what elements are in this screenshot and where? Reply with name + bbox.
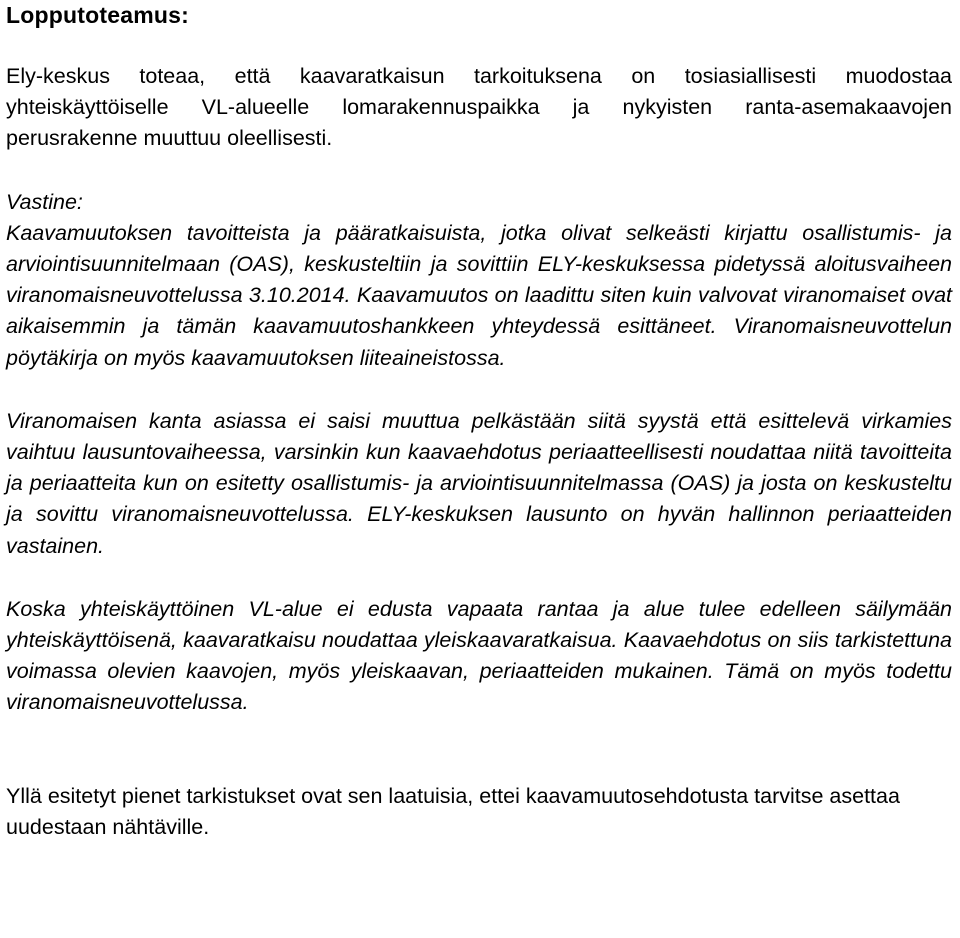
closing-paragraph: Yllä esitetyt pienet tarkistukset ovat sen laatuisia, ettei kaavamuutosehdotusta tarvitse asettaa uudestaan nähtäville. [6,783,900,839]
section-heading: Lopputoteamus: [6,2,189,28]
statement-paragraph: Ely-keskus toteaa, että kaavaratkaisun tarkoituksena on tosiasiallisesti muodostaa yhteiskäyttöiselle VL-alueelle lomarakennuspaikka ja nykyisten ranta-asemakaavojen perusrakenne muuttuu oleellisesti. [6,64,952,151]
response-paragraph-3: Koska yhteiskäyttöinen VL-alue ei edusta vapaata rantaa ja alue tulee edelleen säilymään yhteiskäyttöisenä, kaavaratkaisu noudattaa yleiskaavaratkaisua. Kaavaehdotus on siis tarkistettuna voimassa olevien kaavojen, myös yleiskaavan, periaatteiden mukainen. Tämä on myös todettu viranomaisneuvottelussa. [6,596,952,715]
response-paragraph-2: Viranomaisen kanta asiassa ei saisi muuttua pelkästään siitä syystä että esittelevä virkamies vaihtuu lausuntovaiheessa, varsinkin kun kaavaehdotus periaatteellisesti noudattaa niitä tavoitteita ja periaatteita kun on esitetty osallistumis- ja arviointisuunnitelmassa (OAS) ja josta on keskusteltu ja sovittu viranomaisneuvottelussa. ELY-keskuksen lausunto on hyvän hallinnon periaatteiden vastainen. [6,408,952,558]
response-paragraph-1: Kaavamuutoksen tavoitteista ja pääratkaisuista, jotka olivat selkeästi kirjattu osallistumis- ja arviointisuunnitelmaan (OAS), keskusteltiin ja sovittiin ELY-keskuksessa pidetyssä aloitusvaiheen viranomaisneuvottelussa 3.10.2014. Kaavamuutos on laadittu siten kuin valvovat viranomaiset ovat aikaisemmin ja tämän kaavamuutoshankkeen yhteydessä esittäneet. Viranomaisneuvottelun pöytäkirja on myös kaavamuutoksen liiteaineistossa. [6,220,952,370]
response-label: Vastine: [6,189,83,214]
